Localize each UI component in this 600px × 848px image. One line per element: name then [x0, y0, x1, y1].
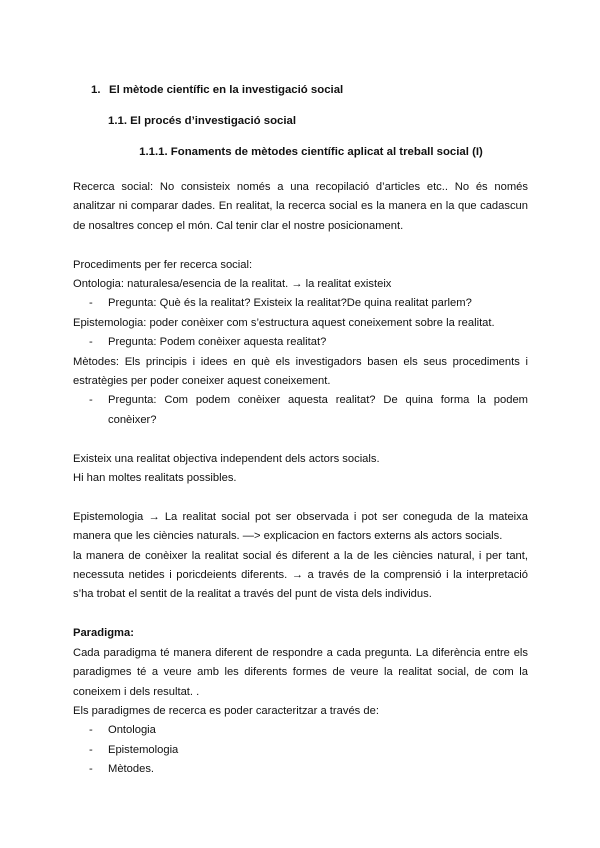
paradigm-paragraph-1: Cada paradigma té manera diferent de respondre a cada pregunta. La diferència entre els paradigmes té a veure amb les diferents formes de veure la realitat social, de com la coneixem i dels resultat. . — [73, 646, 528, 698]
methods-question: Pregunta: Com podem conèixer aquesta realitat? De quina forma la podem conèixer? — [108, 394, 528, 426]
list-item: - Pregunta: Què és la realitat? Existeix la realitat?De quina realitat parlem? — [89, 297, 472, 310]
paradigm-title: Paradigma: — [73, 627, 134, 640]
heading-2: 1.1. El procés d’investigació social — [108, 115, 297, 127]
list-item: - Ontologia — [89, 724, 156, 737]
list-item: - Epistemologia — [89, 743, 179, 756]
paradigm-item: Epistemologia — [108, 743, 179, 756]
heading-1-text: El mètode científic en la investigació social — [109, 84, 344, 96]
procedures-title: Procediments per fer recerca social: — [73, 258, 253, 271]
heading-1 — [91, 84, 343, 96]
list-item: - Pregunta: Podem conèixer aquesta realitat? — [89, 336, 327, 349]
epistemology-question: Pregunta: Podem conèixer aquesta realitat? — [108, 336, 327, 349]
list-item: - Pregunta: Com podem conèixer aquesta realitat? De quina forma la podem conèixer? — [89, 394, 528, 426]
intro-paragraph: Recerca social: No consisteix només a una recopilació d’articles etc.. No és només analitzar ni comparar dades. En realitat, la recerca social es la manera en la que cadascun de nosaltres concep el món. Cal tenir clar el nostre posicionament. — [73, 181, 528, 232]
document-body — [73, 178, 528, 780]
paradigm-item: Mètodes. — [108, 763, 155, 776]
paradigm-item: Ontologia — [108, 724, 156, 737]
heading-1-number: 1. — [91, 84, 101, 96]
methods-line: Mètodes: Els principis i idees en què els investigadors basen els seus procediments i estratègies per poder coneixer aquest coneixement. — [73, 355, 528, 388]
reality-line-1: Existeix una realitat objectiva independent dels actors socials. — [73, 452, 380, 465]
epistemology-paragraph-2: la manera de conèixer la realitat social és diferent a la de les ciències natural, i per tant, necessuta netides i poricdeients diferents. → a través de la comprensió i la interpretació s’ha trobat el sentit de la realitat a través del punt de vista dels individus. — [73, 549, 528, 601]
epistemology-line: Epistemologia: poder conèixer com s’estructura aquest coneixement sobre la realitat. — [73, 316, 495, 329]
ontology-line: Ontologia: naturalesa/esencia de la realitat. → la realitat existeix — [73, 278, 392, 291]
ontology-question: Pregunta: Què és la realitat? Existeix la realitat?De quina realitat parlem? — [108, 297, 472, 310]
epistemology-paragraph-1: Epistemologia → La realitat social pot ser observada i pot ser coneguda de la mateixa manera que les ciències naturals. —> explicacion en factors externs als actors socials. — [73, 510, 528, 543]
heading-3: 1.1.1. Fonaments de mètodes científic aplicat al treball social (I) — [139, 146, 483, 158]
reality-line-2: Hi han moltes realitats possibles. — [73, 472, 237, 485]
list-item: - Mètodes. — [89, 763, 155, 776]
paradigm-paragraph-2: Els paradigmes de recerca es poder caracteritzar a través de: — [73, 704, 379, 717]
